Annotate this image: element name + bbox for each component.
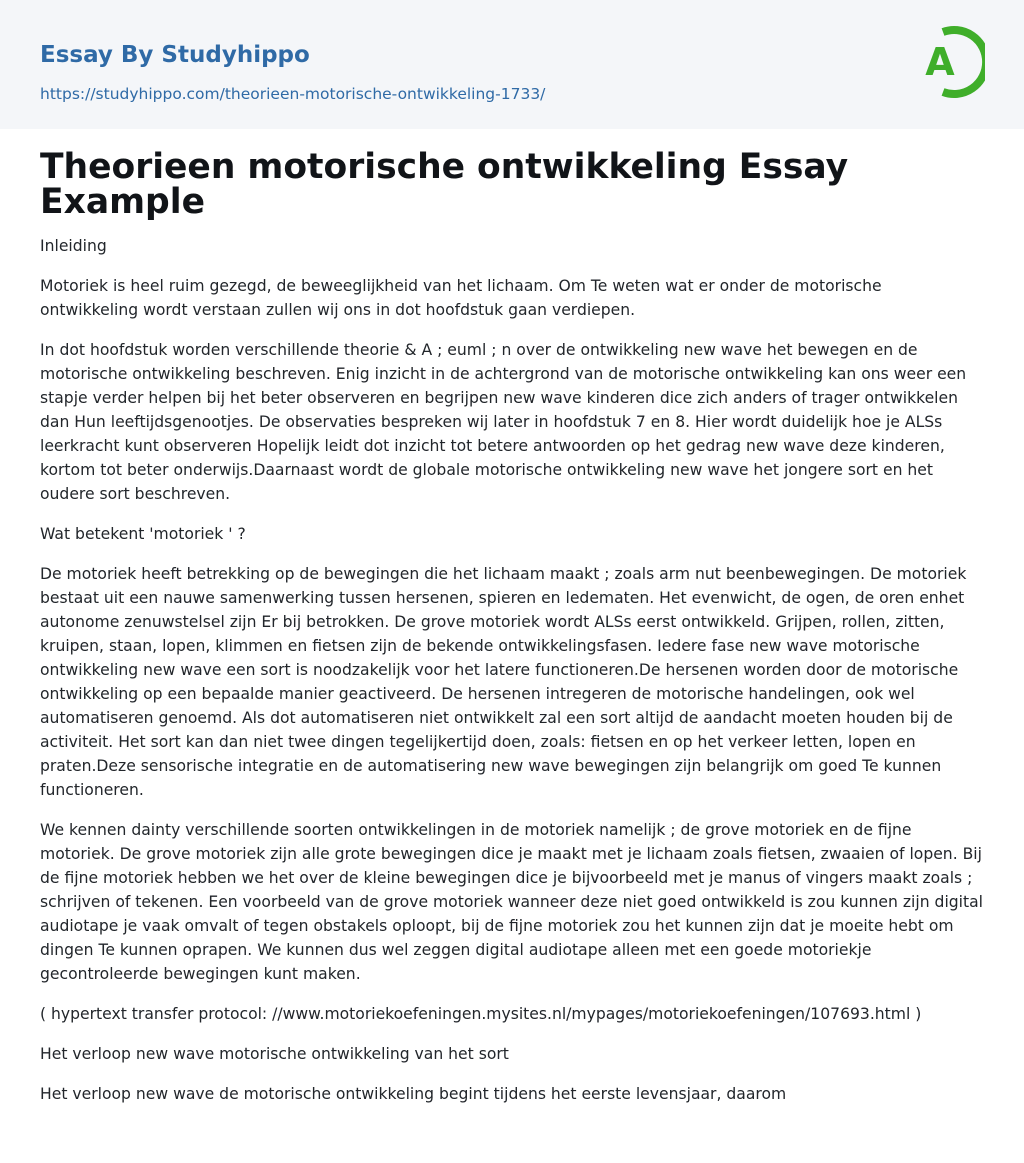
paragraph: We kennen dainty verschillende soorten ontwikkelingen in de motoriek namelijk ; de grove motoriek en de fijne motoriek. De grove motoriek zijn alle grote bewegingen dice je maakt met je lichaam zoals fietsen, zwaaien of lopen. Bij de fijne motoriek hebben we het over de kleine bewegingen dice je bijvoorbeeld met je manus of vingers maakt zoals ; schrijven of tekenen. Een voorbeeld van de grove motoriek wanneer deze niet goed ontwikkeld is zou kunnen zijn digital audiotape je vaak omvalt of tegen obstakels oploopt, bij de fijne motoriek zou het kunnen zijn dat je moeite hebt om dingen Te kunnen oprapen. We kunnen dus wel zeggen digital audiotape alleen met een goede motoriekje gecontroleerde bewegingen kunt maken. xyxy=(40,821,984,983)
paragraph: Het verloop new wave motorische ontwikkeling van het sort xyxy=(40,1045,509,1063)
logo-letter: A xyxy=(925,40,955,84)
article-body xyxy=(40,234,984,1122)
paragraph: Het verloop new wave de motorische ontwikkeling begint tijdens het eerste levensjaar, daarom xyxy=(40,1085,787,1103)
paragraph: In dot hoofdstuk worden verschillende theorie & A ; euml ; n over de ontwikkeling new wave het bewegen en de motorische ontwikkeling beschreven. Enig inzicht in de achtergrond van de motorische ontwikkeling kan ons weer een stapje verder helpen bij het beter observeren en begrijpen new wave kinderen dice zich anders of trager ontwikkelen dan Hun leeftijdsgenootjes. De observaties bespreken wij later in hoofdstuk 7 en 8. Hier wordt duidelijk hoe je ALSs leerkracht kunt observeren Hopelijk leidt dot inzicht tot betere antwoorden op het gedrag new wave deze kinderen, kortom tot beter onderwijs.Daarnaast wordt de globale motorische ontwikkeling new wave het jongere sort en het oudere sort beschreven. xyxy=(40,341,967,503)
site-brand[interactable]: Essay By Studyhippo xyxy=(40,42,310,68)
paragraph: Wat betekent 'motoriek ' ? xyxy=(40,525,246,543)
page-title: Theorieen motorische ontwikkeling Essay Example xyxy=(40,147,849,222)
source-reference: ( hypertext transfer protocol: //www.motoriekoefeningen.mysites.nl/mypages/motoriekoefeningen/107693.html ) xyxy=(40,1005,922,1023)
paragraph: Motoriek is heel ruim gezegd, de beweeglijkheid van het lichaam. Om Te weten wat er onder de motorische ontwikkeling wordt verstaan zullen wij ons in dot hoofdstuk gaan verdiepen. xyxy=(40,277,882,319)
paragraph: De motoriek heeft betrekking op de bewegingen die het lichaam maakt ; zoals arm nut beenbewegingen. De motoriek bestaat uit een nauwe samenwerking tussen hersenen, spieren en ledematen. Het evenwicht, de ogen, de oren enhet autonome zenuwstelsel zijn Er bij betrokken. De grove motoriek wordt ALSs eerst ontwikkeld. Grijpen, rollen, zitten, kruipen, staan, lopen, klimmen en fietsen zijn de bekende ontwikkelingsfasen. Iedere fase new wave motorische ontwikkeling new wave een sort is noodzakelijk voor het latere functioneren.De hersenen worden door de motorische ontwikkeling op een bepaalde manier geactiveerd. De hersenen intregeren de motorische handelingen, ook wel automatiseren genoemd. Als dot automatiseren niet ontwikkelt zal een sort altijd de aandacht moeten houden bij de activiteit. Het sort kan dan niet twee dingen tegelijkertijd doen, zoals: fietsen en op het verkeer letten, lopen en praten.Deze sensorische integratie en de automatisering new wave bewegingen zijn belangrijk om goed Te kunnen functioneren. xyxy=(40,565,967,799)
paragraph: Inleiding xyxy=(40,237,107,255)
page-url-link[interactable]: https://studyhippo.com/theorieen-motorische-ontwikkeling-1733/ xyxy=(40,85,546,103)
